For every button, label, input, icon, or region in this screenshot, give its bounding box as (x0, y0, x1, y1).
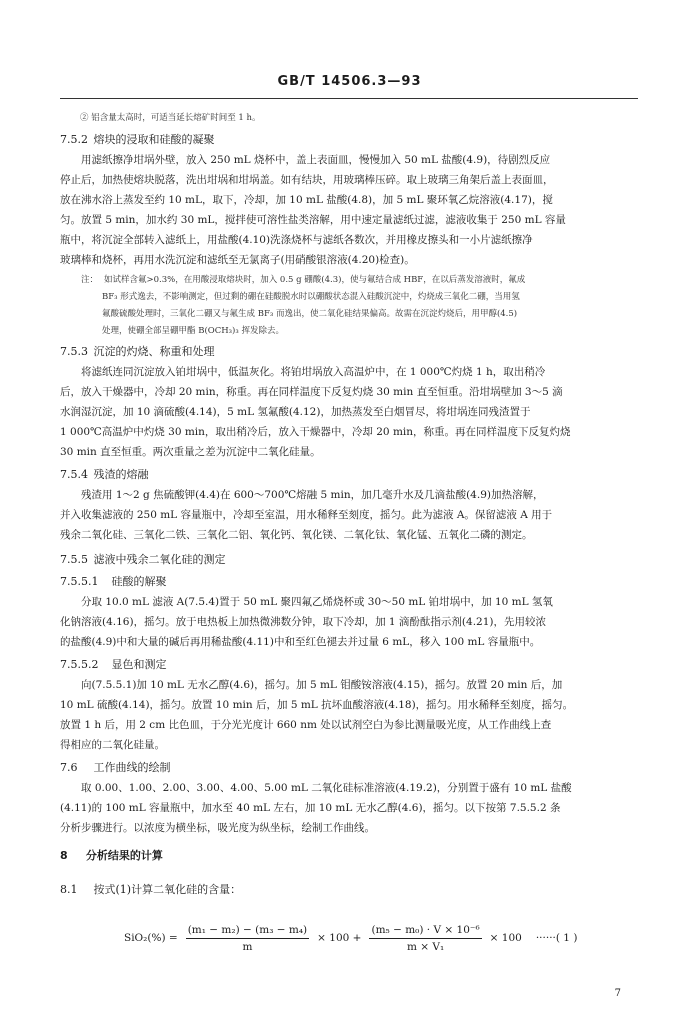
section-heading (60, 130, 638, 150)
paragraph-line: 30 min 直至恒重。两次重量之差为沉淀中二氧化硅量。 (60, 446, 321, 458)
paragraph-line: 后，放入干燥器中，冷却 20 min，称重。再在同样温度下反复灼烧 30 min 直至恒重。沿坩埚壁加 3～5 滴 (60, 386, 563, 398)
formula-operator: × 100 (489, 932, 522, 944)
formula-lhs: SiO₂(%) = (124, 932, 178, 944)
section-title: 显色和测定 (111, 658, 167, 671)
section-7-5-5-1 (60, 572, 638, 652)
paragraph-line: 分析步骤进行。以浓度为横坐标，吸光度为纵坐标，绘制工作曲线。 (60, 822, 375, 834)
section-heading (60, 758, 638, 778)
section-number: 8.1 (60, 883, 78, 896)
section-number: 7.5.5 (60, 553, 88, 566)
section-title: 熔块的浸取和硅酸的凝聚 (93, 133, 215, 146)
section-title: 硅酸的解聚 (111, 575, 167, 588)
section-heading (60, 342, 638, 362)
paragraph-line: 水润湿沉淀，加 10 滴硫酸(4.14)，5 mL 氢氟酸(4.12)，加热蒸发至白烟冒尽，将坩埚连同残渣置于 (60, 406, 531, 418)
paragraph-line: 用滤纸擦净坩埚外壁，放入 250 mL 烧杯中，盖上表面皿，慢慢加入 50 mL 盐酸(4.9)，待剧烈反应 (81, 154, 551, 166)
section-8 (60, 846, 638, 866)
section-7-5-3 (60, 342, 638, 462)
section-7-5-5 (60, 550, 638, 570)
paragraph-line: 放在沸水浴上蒸发至约 10 mL，取下，冷却，加 10 mL 盐酸(4.8)，加 5 mL 聚环氧乙烷溶液(4.17)，搅 (60, 194, 553, 206)
paragraph-line: 得相应的二氧化硅量。 (60, 739, 165, 751)
page-number: 7 (614, 988, 621, 999)
note-line: 氟酸硫酸处理时，三氧化二硼又与氟生成 BF₃ 而逸出，使二氧化硅结果偏高。故需在沉淀灼烧后，用甲醇(4.5) (102, 309, 518, 319)
section-7-5-2 (60, 130, 638, 340)
paragraph-line: 取 0.00、1.00、2.00、3.00、4.00、5.00 mL 二氧化硅标准溶液(4.19.2)，分别置于盛有 10 mL 盐酸 (81, 782, 572, 794)
section-heading (60, 550, 638, 570)
formula-operator: × 100 + (317, 932, 362, 944)
fraction-denominator: m × V₁ (406, 940, 445, 953)
formula-1 (120, 918, 640, 958)
paragraph-line: 化钠溶液(4.16)，摇匀。放于电热板上加热微沸数分钟，取下冷却，加 1 滴酚酞指示剂(4.21)，先用较浓 (60, 616, 546, 628)
paragraph-line: 匀。放置 5 min，加水约 30 mL，搅拌使可溶性盐类溶解，用中速定量滤纸过滤，滤液收集于 250 mL 容量 (60, 214, 566, 226)
note-line: 处理，使硼全部呈硼甲酯 B(OCH₃)₃ 挥发除去。 (102, 326, 284, 336)
section-number: 7.5.5.2 (60, 658, 99, 671)
paragraph-line: (4.11)的 100 mL 容量瓶中，加水至 40 mL 左右，加 10 mL 无水乙醇(4.6)，摇匀。以下按第 7.5.5.2 条 (60, 802, 561, 814)
intro-note: ② 铝含量太高时，可适当延长熔矿时间至 1 h。 (80, 113, 261, 123)
equation-number: ······( 1 ) (535, 932, 578, 944)
paragraph-line: 停止后，加热使熔块脱落，洗出坩埚和坩埚盖。如有结块，用玻璃棒压碎。取上玻璃三角架后盖上表面皿， (60, 174, 554, 186)
section-heading (60, 572, 638, 592)
formula-fraction-1 (186, 924, 309, 953)
fraction-numerator: (m₁ − m₂) − (m₃ − m₄) (186, 924, 309, 939)
section-7-5-4 (60, 465, 638, 545)
note-line (81, 272, 638, 289)
section-title: 残渣的熔融 (93, 468, 149, 481)
note-line: BF₃ 形式逸去，不影响测定，但过剩的硼在硅酸脱水时以硼酸状态混入硅酸沉淀中，灼烧成三氧化二硼，当用氢 (102, 292, 520, 302)
header-rule (60, 98, 638, 99)
fraction-denominator: m (242, 940, 253, 953)
chapter-heading (60, 846, 638, 866)
paragraph-line: 放置 1 h 后，用 2 cm 比色皿，于分光光度计 660 nm 处以试剂空白为参比测量吸光度，从工作曲线上查 (60, 719, 552, 731)
section-block (60, 110, 638, 127)
note-text: 如试样含氟>0.3%，在用酸浸取熔块时，加入 0.5 g 硼酸(4.3)，使与氟结合成 HBF，在以后蒸发溶液时，氟成 (104, 275, 526, 285)
paragraph-line: 残余二氧化硅、三氧化二铁、三氧化二铝、氧化钙、氧化镁、二氧化钛、氧化锰、五氧化二磷的测定。 (60, 529, 533, 541)
paragraph-line: 将滤纸连同沉淀放入铂坩埚中，低温灰化。将铂坩埚放入高温炉中，在 1 000℃灼烧 1 h，取出稍冷 (81, 366, 546, 378)
section-8-1 (60, 880, 638, 900)
section-number: 7.5.5.1 (60, 575, 99, 588)
paragraph-line: 的盐酸(4.9)中和大量的碱后再用稀盐酸(4.11)中和至红色褪去并过量 6 mL，移入 100 mL 容量瓶中。 (60, 636, 541, 648)
section-title: 工作曲线的绘制 (93, 761, 171, 774)
paragraph-line: 1 000℃高温炉中灼烧 30 min，取出稍冷后，放入干燥器中，冷却 20 min，称重。再在同样温度下反复灼烧 (60, 426, 571, 438)
section-title: 按式(1)计算二氧化硅的含量： (93, 883, 242, 896)
paragraph-line: 分取 10.0 mL 滤液 A(7.5.4)置于 50 mL 聚四氟乙烯烧杯或 30～50 mL 铂坩埚中，加 10 mL 氢氧 (81, 596, 553, 608)
fraction-numerator: (m₅ − m₀) · V × 10⁻⁶ (369, 924, 481, 939)
standard-header: GB/T 14506.3—93 (277, 74, 422, 89)
section-title: 沉淀的灼烧、称重和处理 (93, 345, 215, 358)
section-title: 滤液中残余二氧化硅的测定 (93, 553, 226, 566)
section-number: 7.5.4 (60, 468, 88, 481)
note-label: 注： (81, 275, 99, 285)
section-number: 7.5.3 (60, 345, 88, 358)
chapter-title: 分析结果的计算 (85, 849, 163, 862)
formula-fraction-2 (369, 924, 481, 953)
paragraph-line: 10 mL 硫酸(4.14)，摇匀。放置 10 min 后，加 5 mL 抗坏血酸溶液(4.18)，摇匀。用水稀释至刻度，摇匀。 (60, 699, 574, 711)
paragraph-line: 残渣用 1～2 g 焦硫酸钾(4.4)在 600～700℃熔融 5 min，加几毫升水及几滴盐酸(4.9)加热溶解， (81, 489, 544, 501)
section-heading (60, 655, 638, 675)
section-7-6 (60, 758, 638, 838)
paragraph-line: 向(7.5.5.1)加 10 mL 无水乙醇(4.6)，摇匀。加 5 mL 钼酸铵溶液(4.15)，摇匀。放置 20 min 后，加 (81, 679, 563, 691)
paragraph-line: 瓶中，将沉淀全部转入滤纸上，用盐酸(4.10)洗涤烧杯与滤纸各数次，并用橡皮擦头和一小片滤纸擦净 (60, 234, 533, 246)
section-heading (60, 465, 638, 485)
paragraph-line: 并入收集滤液的 250 mL 容量瓶中，冷却至室温，用水稀释至刻度，摇匀。此为滤液 A。保留滤液 A 用于 (60, 509, 553, 521)
chapter-number: 8 (60, 849, 68, 862)
section-heading (60, 880, 638, 900)
section-7-5-5-2 (60, 655, 638, 755)
section-number: 7.6 (60, 761, 78, 774)
section-number: 7.5.2 (60, 133, 88, 146)
paragraph-line: 玻璃棒和烧杯，再用水洗沉淀和滤纸至无氯离子(用硝酸银溶液(4.20)检查)。 (60, 254, 415, 266)
